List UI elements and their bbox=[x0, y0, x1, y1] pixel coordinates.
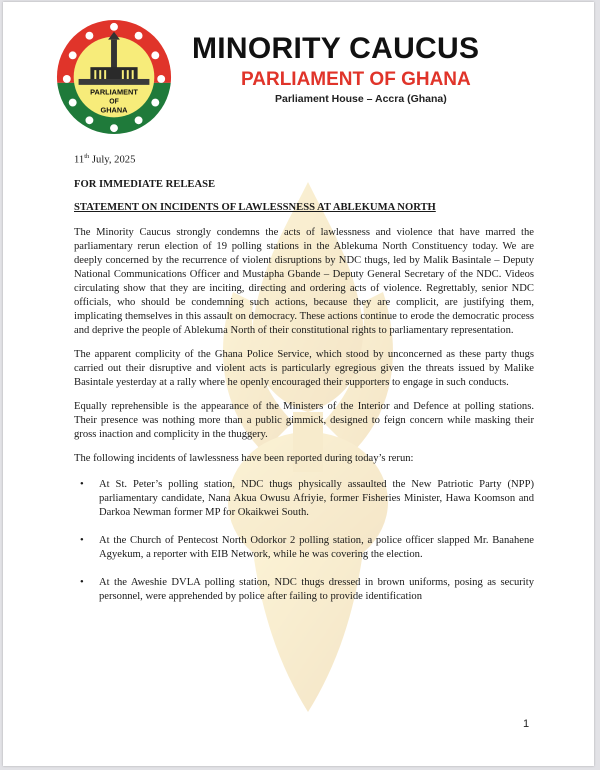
logo-label-line1: PARLIAMENT bbox=[90, 87, 138, 97]
bullet-icon: • bbox=[80, 576, 84, 588]
paragraph-ministers: Equally reprehensible is the appearance of the Ministers of the Interior and Defence at polling stations. Their presence was nothing more than a public gimmick, designed to feign concern while masking their gross inaction and complicity in the thuggery. bbox=[74, 400, 534, 440]
list-item bbox=[74, 534, 534, 562]
incidents-list bbox=[74, 478, 534, 604]
incident-text: At the Aweshie DVLA polling station, NDC thugs dressed in brown uniforms, posing as security personnel, were apprehended by police after failing to provide identification bbox=[99, 576, 534, 602]
page-number: 1 bbox=[523, 718, 530, 730]
parliament-of-ghana-logo bbox=[55, 18, 173, 136]
paragraph-condemnation: The Minority Caucus strongly condemns the acts of lawlessness and violence that have marred the parliamentary rerun election of 19 polling stations in the Ablekuma North Constituency today. We are deeply concerned by the recurrence of violent disruptions by NDC thugs, led by Malik Basintale – Deputy National Communications Officer and Mustapha Gbande – Deputy General Secretary of the NDC. Videos circulating show that they are inciting, directing and ordering acts of violence. Regrettably, senior NDC officials, who should be condemning such actions, because they are complicit, are justifying them, implicating themselves in this assault on democracy. These actions continue to erode the democratic process and deprive the people of Ablekuma North of their constitutional rights to parliamentary representation. bbox=[74, 226, 534, 336]
logo-label-line3: GHANA bbox=[100, 105, 128, 115]
date-suffix: th bbox=[84, 153, 90, 160]
letterhead-title: MINORITY CAUCUS bbox=[192, 32, 480, 65]
incident-text: At St. Peter’s polling station, NDC thugs physically assaulted the New Patriotic Party (NPP) parliamentary candidate, Nana Akua Owusu Afriyie, former Fisheries Minister, Hawa Koomson and Darkoa Newman former MP for Okaikwei South. bbox=[99, 478, 534, 518]
document-body bbox=[74, 150, 534, 618]
statement-title: STATEMENT ON INCIDENTS OF LAWLESSNESS AT ABLEKUMA NORTH bbox=[74, 201, 436, 213]
logo-label-line2: OF bbox=[109, 98, 119, 106]
bullet-icon: • bbox=[80, 534, 84, 546]
date-day: 11 bbox=[74, 154, 85, 166]
list-item bbox=[74, 478, 534, 520]
list-item bbox=[74, 576, 534, 604]
date-rest: July, 2025 bbox=[89, 154, 136, 166]
letterhead-address: Parliament House – Accra (Ghana) bbox=[275, 93, 447, 105]
incident-text: At the Church of Pentecost North Odorkor 2 polling station, a police officer slapped Mr. Banahene Agyekum, a reporter with EIB Network, while he was covering the election. bbox=[99, 534, 534, 560]
paragraph-incidents-intro: The following incidents of lawlessness have been reported during today’s rerun: bbox=[74, 452, 414, 464]
document-page bbox=[3, 2, 594, 766]
letterhead-subtitle: PARLIAMENT OF GHANA bbox=[241, 69, 471, 90]
bullet-icon: • bbox=[80, 478, 84, 490]
paragraph-police-complicity: The apparent complicity of the Ghana Police Service, which stood by unconcerned as these party thugs carried out their disruptive and violent acts is particularly egregious given the threats issued by Malike Basintale yesterday at a rally where he openly encouraged their supporters to engage in such conducts. bbox=[74, 348, 534, 388]
release-label: FOR IMMEDIATE RELEASE bbox=[74, 178, 216, 190]
document-date bbox=[74, 150, 534, 168]
